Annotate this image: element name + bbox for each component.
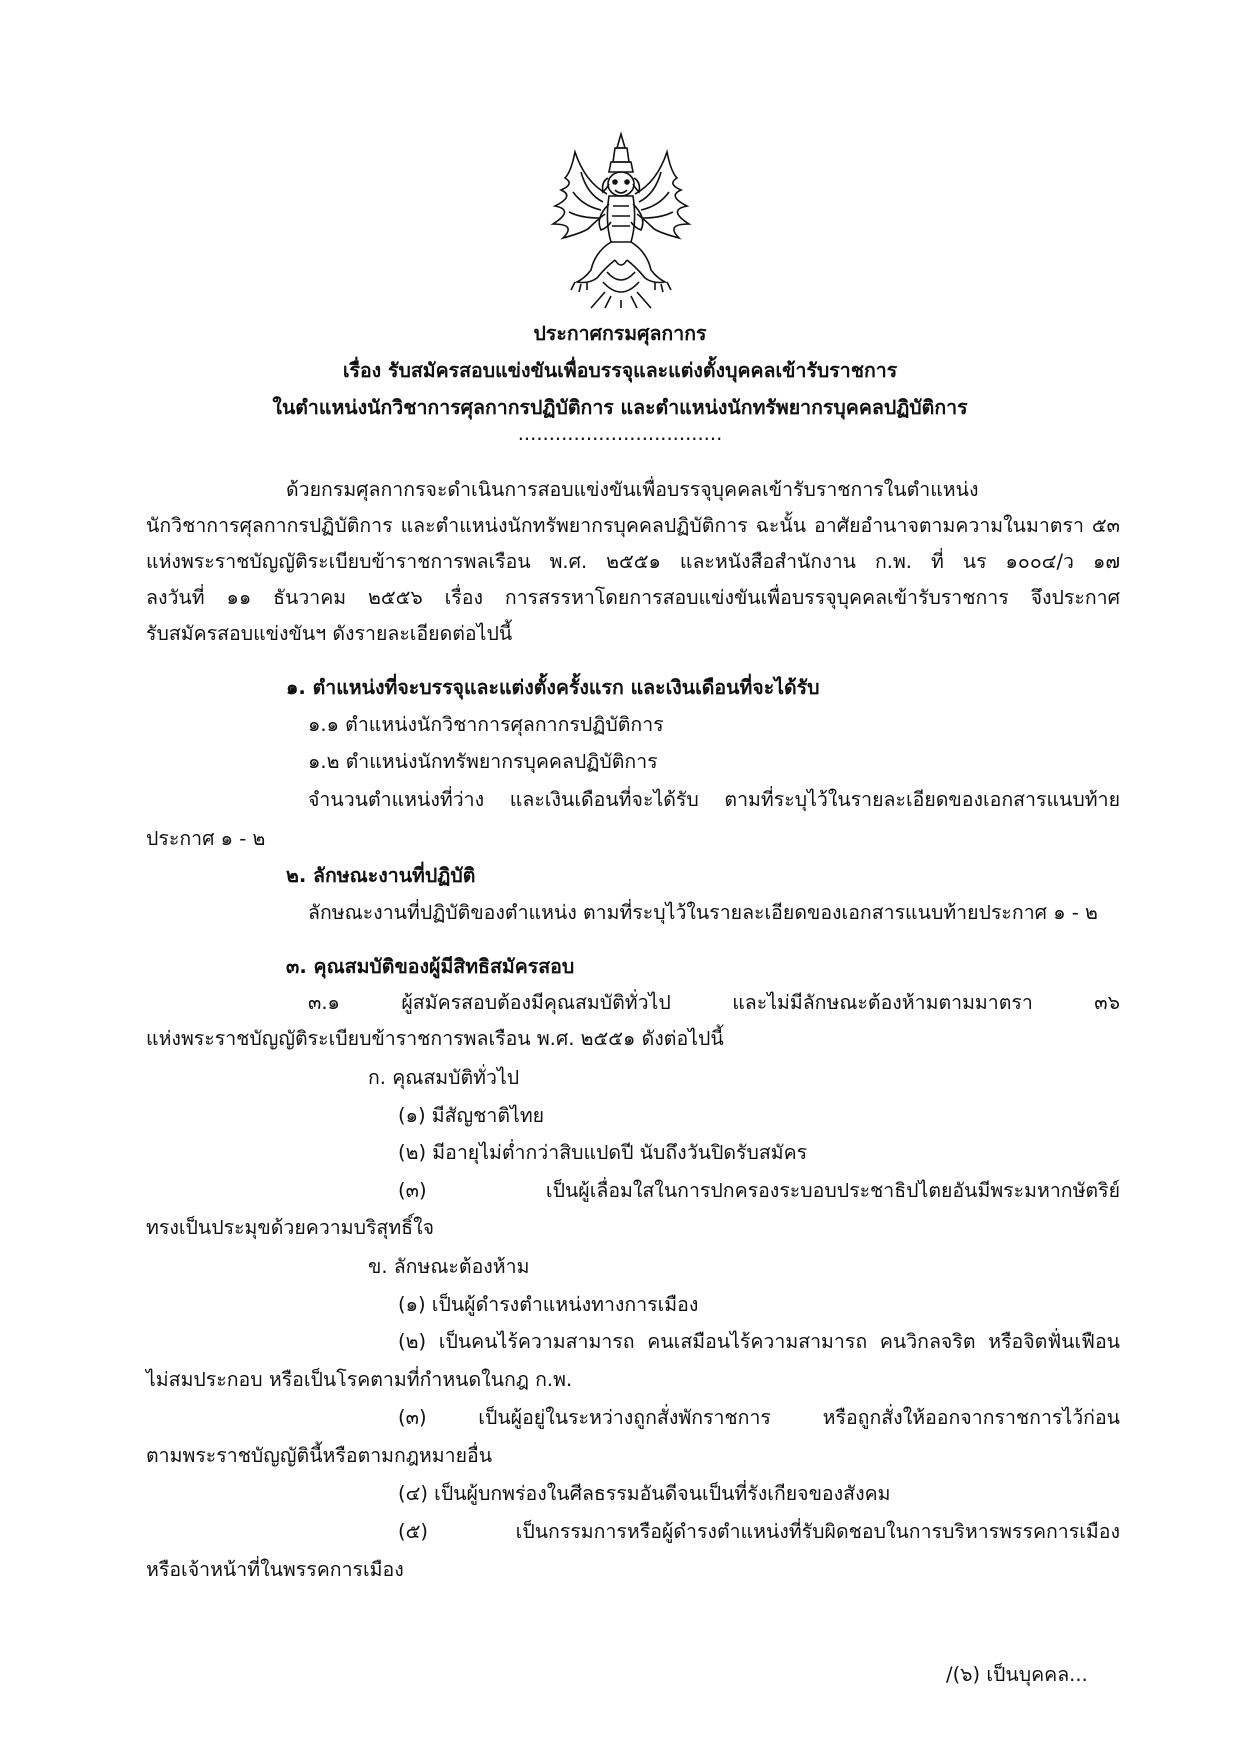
- intro-line-3: แห่งพระราชบัญญัติระเบียบข้าราชการพลเรือน พ.ศ. ๒๕๕๑ และหนังสือสำนักงาน ก.พ. ที่ นร ๑๐๐๔/ว ๑๗: [146, 550, 1120, 573]
- section-3-1-line-1: ๓.๑ ผู้สมัครสอบต้องมีคุณสมบัติทั่วไป และไม่มีลักษณะต้องห้ามตามมาตรา ๓๖: [308, 991, 1120, 1014]
- intro-line-5: รับสมัครสอบแข่งขันฯ ดังรายละเอียดต่อไปนี้: [146, 622, 513, 645]
- section-3-heading: ๓. คุณสมบัติของผู้มีสิทธิสมัครสอบ: [286, 955, 575, 978]
- prohibited-item-3-line-1: (๓) เป็นผู้อยู่ในระหว่างถูกสั่งพักราชการ หรือถูกสั่งให้ออกจากราชการไว้ก่อน: [398, 1406, 1120, 1429]
- intro-line-1: ด้วยกรมศุลกากรจะดำเนินการสอบแข่งขันเพื่อบรรจุบุคคลเข้ารับราชการในตำแหน่ง: [286, 478, 979, 501]
- intro-line-2: นักวิชาการศุลกากรปฏิบัติการ และตำแหน่งนักทรัพยากรบุคคลปฏิบัติการ ฉะนั้น อาศัยอำนาจตามความในมาตรา ๕๓: [146, 514, 1120, 537]
- prohibited-item-2-line-2: ไม่สมประกอบ หรือเป็นโรคตามที่กำหนดในกฎ ก.พ.: [146, 1368, 573, 1391]
- page-continuation: /(๖) เป็นบุคคล...: [946, 1663, 1088, 1686]
- section-1-item-1: ๑.๑ ตำแหน่งนักวิชาการศุลกากรปฏิบัติการ: [308, 713, 664, 736]
- section-2-heading: ๒. ลักษณะงานที่ปฏิบัติ: [286, 864, 476, 887]
- section-1-heading: ๑. ตำแหน่งที่จะบรรจุและแต่งตั้งครั้งแรก และเงินเดือนที่จะได้รับ: [286, 676, 820, 699]
- section-3-1-line-2: แห่งพระราชบัญญัติระเบียบข้าราชการพลเรือน พ.ศ. ๒๕๕๑ ดังต่อไปนี้: [146, 1027, 724, 1050]
- header-separator: .................................: [517, 422, 723, 445]
- general-item-1: (๑) มีสัญชาติไทย: [398, 1104, 545, 1127]
- prohibited-item-5-line-1: (๕) เป็นกรรมการหรือผู้ดำรงตำแหน่งที่รับผิดชอบในการบริหารพรรคการเมือง: [398, 1520, 1120, 1543]
- general-item-2: (๒) มีอายุไม่ต่ำกว่าสิบแปดปี นับถึงวันปิดรับสมัคร: [398, 1141, 808, 1164]
- general-item-3-line-1: (๓) เป็นผู้เลื่อมใสในการปกครองระบอบประชาธิปไตยอันมีพระมหากษัตริย์: [398, 1179, 1120, 1202]
- general-qualifications-heading: ก. คุณสมบัติทั่วไป: [368, 1066, 520, 1089]
- intro-line-4: ลงวันที่ ๑๑ ธันวาคม ๒๕๕๖ เรื่อง การสรรหาโดยการสอบแข่งขันเพื่อบรรจุบุคคลเข้ารับราชการ จึงประกาศ: [146, 586, 1120, 609]
- announcement-title: ประกาศกรมศุลกากร: [533, 322, 707, 345]
- general-item-3-line-2: ทรงเป็นประมุขด้วยความบริสุทธิ์ใจ: [146, 1216, 435, 1239]
- section-2-text: ลักษณะงานที่ปฏิบัติของตำแหน่ง ตามที่ระบุไว้ในรายละเอียดของเอกสารแนบท้ายประกาศ ๑ - ๒: [308, 901, 1098, 924]
- garuda-emblem: [545, 132, 697, 310]
- prohibited-item-2-line-1: (๒) เป็นคนไร้ความสามารถ คนเสมือนไร้ความสามารถ คนวิกลจริต หรือจิตฟั่นเฟือน: [398, 1330, 1120, 1353]
- section-1-note-line-2: ประกาศ ๑ - ๒: [146, 827, 266, 850]
- prohibited-item-3-line-2: ตามพระราชบัญญัตินี้หรือตามกฎหมายอื่น: [146, 1444, 493, 1467]
- section-1-item-2: ๑.๒ ตำแหน่งนักทรัพยากรบุคคลปฏิบัติการ: [308, 750, 658, 773]
- prohibited-item-5-line-2: หรือเจ้าหน้าที่ในพรรคการเมือง: [146, 1558, 404, 1581]
- prohibited-heading: ข. ลักษณะต้องห้าม: [368, 1255, 530, 1278]
- prohibited-item-1: (๑) เป็นผู้ดำรงตำแหน่งทางการเมือง: [398, 1293, 699, 1316]
- section-1-note-line-1: จำนวนตำแหน่งที่ว่าง และเงินเดือนที่จะได้รับ ตามที่ระบุไว้ในรายละเอียดของเอกสารแนบท้าย: [308, 788, 1120, 811]
- announcement-subject: เรื่อง รับสมัครสอบแข่งขันเพื่อบรรจุและแต่งตั้งบุคคลเข้ารับราชการ: [342, 359, 898, 382]
- prohibited-item-4: (๔) เป็นผู้บกพร่องในศีลธรรมอันดีจนเป็นที่รังเกียจของสังคม: [398, 1482, 891, 1505]
- announcement-positions: ในตำแหน่งนักวิชาการศุลกากรปฏิบัติการ และตำแหน่งนักทรัพยากรบุคคลปฏิบัติการ: [272, 396, 968, 419]
